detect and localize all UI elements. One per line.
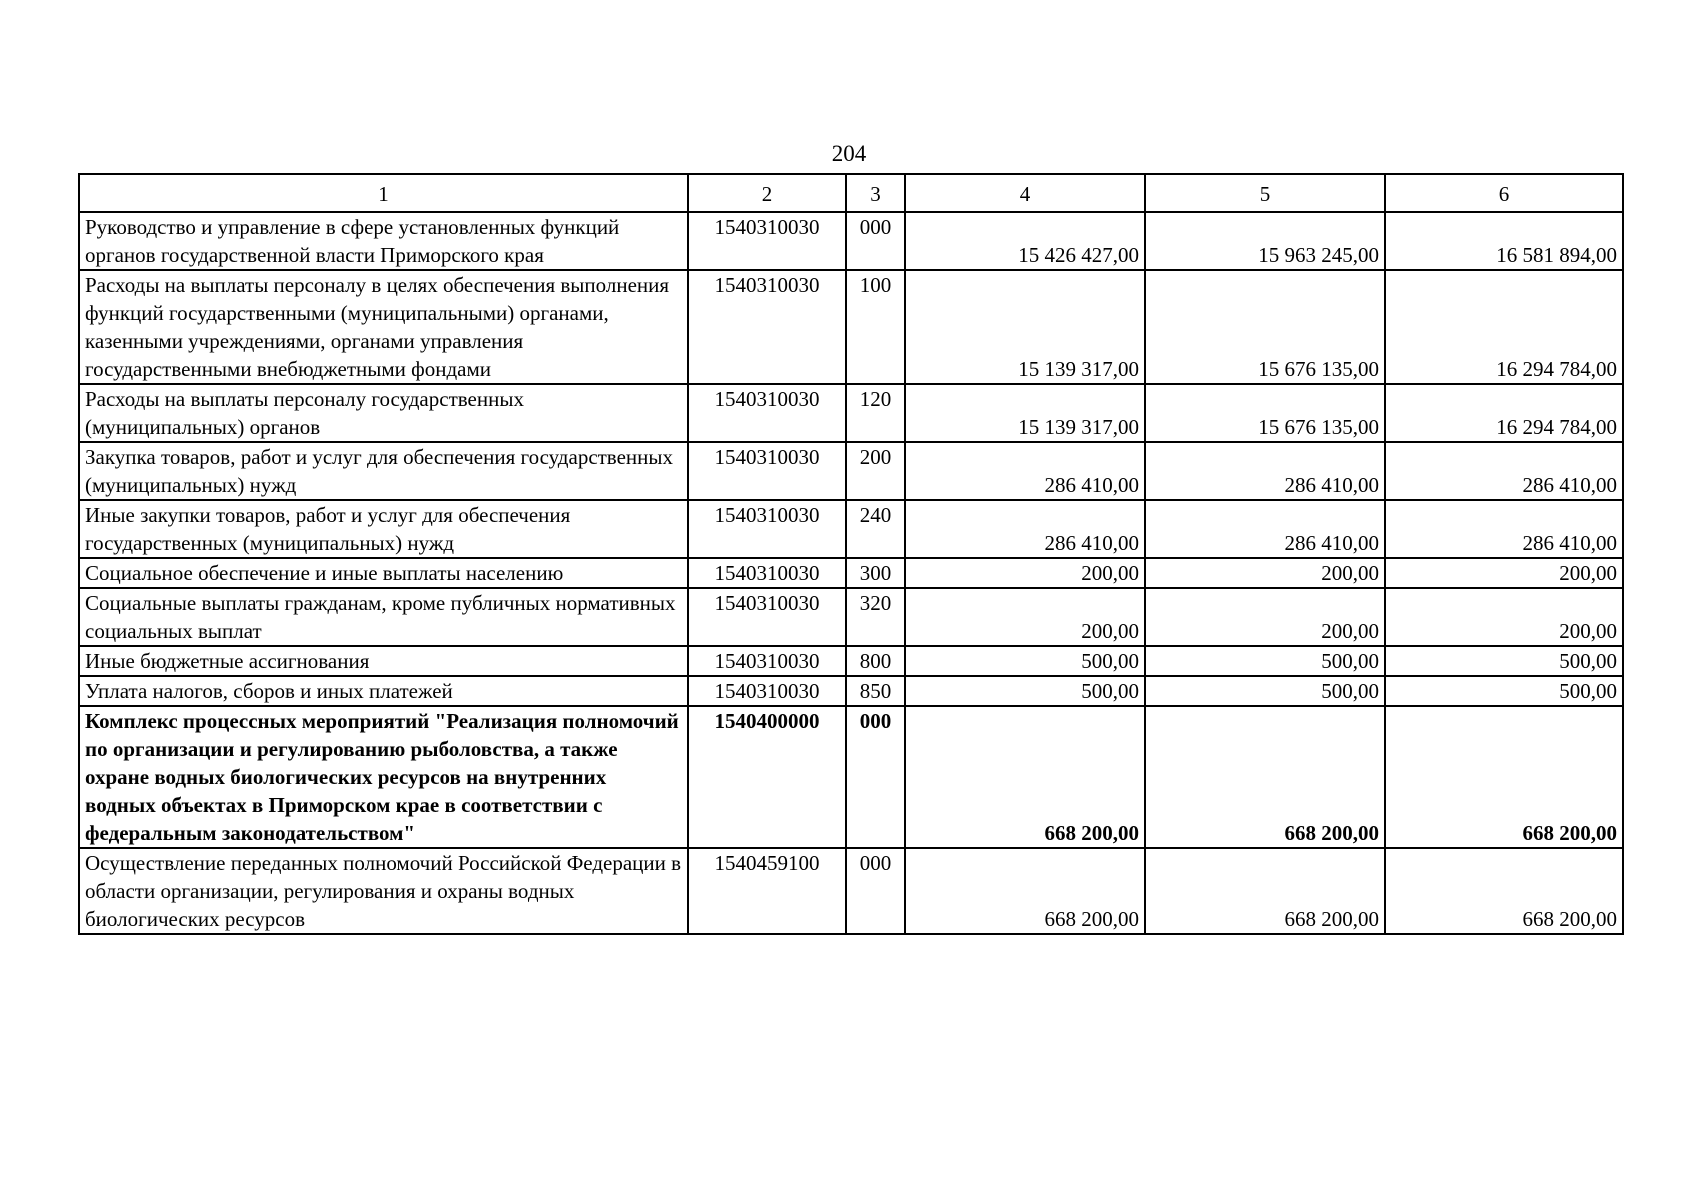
target-code-cell: 1540310030 xyxy=(688,500,846,558)
amount-col5-cell: 200,00 xyxy=(1145,588,1385,646)
amount-col4-cell: 668 200,00 xyxy=(905,706,1145,848)
table-row xyxy=(79,442,1623,500)
amount-col5-cell: 500,00 xyxy=(1145,646,1385,676)
amount-col4-cell: 200,00 xyxy=(905,558,1145,588)
table-row xyxy=(79,384,1623,442)
amount-col5-cell: 286 410,00 xyxy=(1145,442,1385,500)
amount-col4-cell: 500,00 xyxy=(905,676,1145,706)
table-row xyxy=(79,588,1623,646)
amount-col6-cell: 286 410,00 xyxy=(1385,500,1623,558)
amount-col4-cell: 286 410,00 xyxy=(905,442,1145,500)
amount-col6-cell: 200,00 xyxy=(1385,588,1623,646)
column-header: 5 xyxy=(1145,174,1385,212)
expense-type-cell: 000 xyxy=(846,706,905,848)
expense-type-cell: 100 xyxy=(846,270,905,384)
amount-col6-cell: 200,00 xyxy=(1385,558,1623,588)
column-header: 2 xyxy=(688,174,846,212)
row-name-cell: Комплекс процессных мероприятий "Реализация полномочий по организации и регулированию рыболовства, а также охране водных биологических ресурсов на внутренних водных объектах в Приморском крае в соответствии с федеральным законодательством" xyxy=(79,706,688,848)
target-code-cell: 1540310030 xyxy=(688,676,846,706)
target-code-cell: 1540459100 xyxy=(688,848,846,934)
amount-col5-cell: 200,00 xyxy=(1145,558,1385,588)
expense-type-cell: 850 xyxy=(846,676,905,706)
amount-col5-cell: 500,00 xyxy=(1145,676,1385,706)
header-row xyxy=(79,174,1623,212)
expense-type-cell: 320 xyxy=(846,588,905,646)
target-code-cell: 1540310030 xyxy=(688,270,846,384)
target-code-cell: 1540310030 xyxy=(688,212,846,270)
amount-col6-cell: 16 294 784,00 xyxy=(1385,270,1623,384)
row-name-cell: Руководство и управление в сфере установленных функций органов государственной власти Приморского края xyxy=(79,212,688,270)
row-name-cell: Иные бюджетные ассигнования xyxy=(79,646,688,676)
row-name-cell: Расходы на выплаты персоналу в целях обеспечения выполнения функций государственными (муниципальными) органами, казенными учреждениями, органами управления государственными внебюджетными фондами xyxy=(79,270,688,384)
amount-col6-cell: 286 410,00 xyxy=(1385,442,1623,500)
amount-col4-cell: 286 410,00 xyxy=(905,500,1145,558)
expense-type-cell: 300 xyxy=(846,558,905,588)
table-row xyxy=(79,270,1623,384)
amount-col4-cell: 15 139 317,00 xyxy=(905,384,1145,442)
row-name-cell: Социальные выплаты гражданам, кроме публичных нормативных социальных выплат xyxy=(79,588,688,646)
page-number: 204 xyxy=(831,141,867,166)
table-row xyxy=(79,706,1623,848)
table-row xyxy=(79,500,1623,558)
table-row xyxy=(79,212,1623,270)
amount-col4-cell: 200,00 xyxy=(905,588,1145,646)
amount-col5-cell: 286 410,00 xyxy=(1145,500,1385,558)
row-name-cell: Иные закупки товаров, работ и услуг для обеспечения государственных (муниципальных) нужд xyxy=(79,500,688,558)
amount-col4-cell: 668 200,00 xyxy=(905,848,1145,934)
row-name-cell: Закупка товаров, работ и услуг для обеспечения государственных (муниципальных) нужд xyxy=(79,442,688,500)
amount-col4-cell: 500,00 xyxy=(905,646,1145,676)
target-code-cell: 1540310030 xyxy=(688,384,846,442)
amount-col4-cell: 15 426 427,00 xyxy=(905,212,1145,270)
table-row xyxy=(79,646,1623,676)
amount-col6-cell: 500,00 xyxy=(1385,676,1623,706)
target-code-cell: 1540310030 xyxy=(688,646,846,676)
amount-col6-cell: 16 294 784,00 xyxy=(1385,384,1623,442)
target-code-cell: 1540400000 xyxy=(688,706,846,848)
amount-col5-cell: 15 676 135,00 xyxy=(1145,270,1385,384)
amount-col5-cell: 15 676 135,00 xyxy=(1145,384,1385,442)
table-row xyxy=(79,676,1623,706)
amount-col4-cell: 15 139 317,00 xyxy=(905,270,1145,384)
row-name-cell: Социальное обеспечение и иные выплаты населению xyxy=(79,558,688,588)
amount-col6-cell: 500,00 xyxy=(1385,646,1623,676)
row-name-cell: Уплата налогов, сборов и иных платежей xyxy=(79,676,688,706)
column-header: 4 xyxy=(905,174,1145,212)
amount-col5-cell: 668 200,00 xyxy=(1145,848,1385,934)
column-header: 1 xyxy=(79,174,688,212)
amount-col5-cell: 15 963 245,00 xyxy=(1145,212,1385,270)
column-header: 3 xyxy=(846,174,905,212)
column-header: 6 xyxy=(1385,174,1623,212)
expense-type-cell: 120 xyxy=(846,384,905,442)
amount-col5-cell: 668 200,00 xyxy=(1145,706,1385,848)
amount-col6-cell: 668 200,00 xyxy=(1385,848,1623,934)
expense-type-cell: 240 xyxy=(846,500,905,558)
budget-table xyxy=(78,173,1624,935)
expense-type-cell: 000 xyxy=(846,848,905,934)
target-code-cell: 1540310030 xyxy=(688,442,846,500)
target-code-cell: 1540310030 xyxy=(688,558,846,588)
table-row xyxy=(79,848,1623,934)
expense-type-cell: 000 xyxy=(846,212,905,270)
expense-type-cell: 200 xyxy=(846,442,905,500)
table-row xyxy=(79,558,1623,588)
row-name-cell: Осуществление переданных полномочий Российской Федерации в области организации, регулирования и охраны водных биологических ресурсов xyxy=(79,848,688,934)
target-code-cell: 1540310030 xyxy=(688,588,846,646)
row-name-cell: Расходы на выплаты персоналу государственных (муниципальных) органов xyxy=(79,384,688,442)
amount-col6-cell: 16 581 894,00 xyxy=(1385,212,1623,270)
amount-col6-cell: 668 200,00 xyxy=(1385,706,1623,848)
expense-type-cell: 800 xyxy=(846,646,905,676)
